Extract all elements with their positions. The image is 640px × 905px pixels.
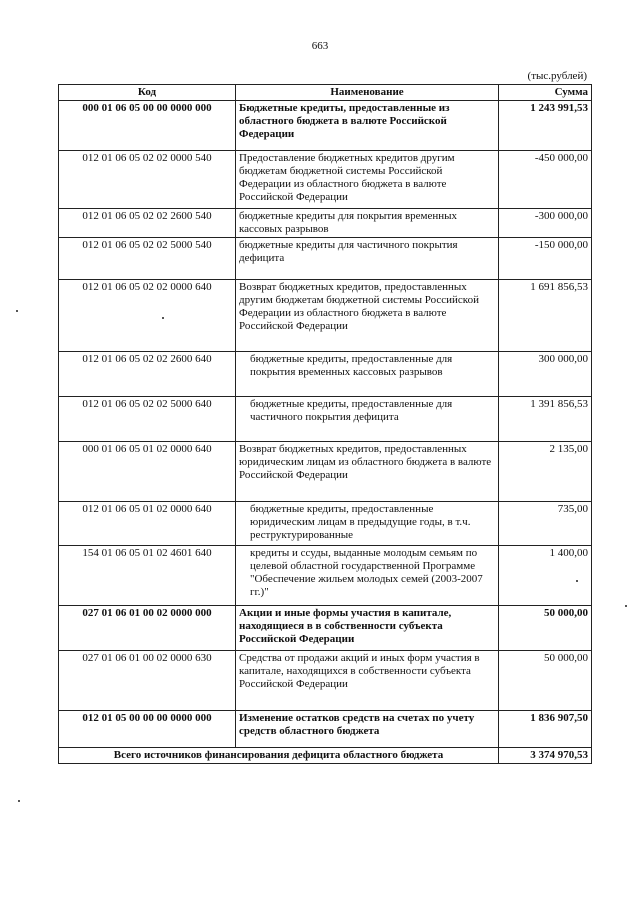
row-name: Возврат бюджетных кредитов, предоставленных юридическим лицам из областного бюджета в валюте Российской Федерации — [236, 442, 499, 502]
budget-table — [58, 84, 592, 764]
table-row — [59, 442, 592, 502]
row-code: 154 01 06 05 01 02 4601 640 — [59, 546, 236, 606]
row-code: 012 01 06 05 02 02 5000 640 — [59, 397, 236, 442]
table-body — [59, 101, 592, 748]
total-row — [59, 748, 592, 764]
row-code: 000 01 06 05 00 00 0000 000 — [59, 101, 236, 151]
table-row — [59, 101, 592, 151]
row-sum: -300 000,00 — [499, 209, 592, 238]
row-sum: 1 243 991,53 — [499, 101, 592, 151]
row-name: кредиты и ссуды, выданные молодым семьям по целевой областной государственной Программе "Обеспечение жильем молодых семей (2003-2007 гг.)" — [236, 546, 499, 606]
table-row — [59, 151, 592, 209]
scan-speck — [16, 310, 18, 312]
scan-speck — [162, 317, 164, 319]
table-row — [59, 397, 592, 442]
row-sum: -150 000,00 — [499, 238, 592, 280]
row-name: Возврат бюджетных кредитов, предоставленных другим бюджетам бюджетной системы Российской Федерации из областного бюджета в валюте Российской Федерации — [236, 280, 499, 352]
row-sum: 1 836 907,50 — [499, 711, 592, 748]
row-name: бюджетные кредиты, предоставленные для частичного покрытия дефицита — [236, 397, 499, 442]
row-name: бюджетные кредиты, предоставленные для покрытия временных кассовых разрывов — [236, 352, 499, 397]
header-code: Код — [59, 85, 236, 101]
row-sum: 1 691 856,53 — [499, 280, 592, 352]
row-code: 012 01 06 05 01 02 0000 640 — [59, 502, 236, 546]
row-name: бюджетные кредиты, предоставленные юридическим лицам в предыдущие годы, в т.ч. реструктурированные — [236, 502, 499, 546]
table-row — [59, 238, 592, 280]
row-code: 012 01 06 05 02 02 0000 640 — [59, 280, 236, 352]
scan-speck — [625, 605, 627, 607]
row-code: 012 01 06 05 02 02 5000 540 — [59, 238, 236, 280]
header-name: Наименование — [236, 85, 499, 101]
row-sum: 300 000,00 — [499, 352, 592, 397]
row-name: бюджетные кредиты для частичного покрытия дефицита — [236, 238, 499, 280]
row-sum: 1 391 856,53 — [499, 397, 592, 442]
total-label: Всего источников финансирования дефицита областного бюджета — [59, 748, 499, 764]
table-row — [59, 711, 592, 748]
table-header-row — [59, 85, 592, 101]
row-name: Акции и иные формы участия в капитале, находящиеся в в собственности субъекта Российской Федерации — [236, 606, 499, 651]
row-code: 000 01 06 05 01 02 0000 640 — [59, 442, 236, 502]
row-sum: 1 400,00 — [499, 546, 592, 606]
units-label: (тыс.рублей) — [527, 70, 587, 82]
table-row — [59, 209, 592, 238]
table-row — [59, 546, 592, 606]
row-code: 012 01 06 05 02 02 2600 640 — [59, 352, 236, 397]
table-row — [59, 606, 592, 651]
total-sum: 3 374 970,53 — [499, 748, 592, 764]
scan-speck — [18, 800, 20, 802]
row-name: Бюджетные кредиты, предоставленные из областного бюджета в валюте Российской Федерации — [236, 101, 499, 151]
row-sum: 2 135,00 — [499, 442, 592, 502]
table-row — [59, 651, 592, 711]
row-sum: -450 000,00 — [499, 151, 592, 209]
scan-speck — [576, 580, 578, 582]
row-sum: 735,00 — [499, 502, 592, 546]
row-code: 012 01 06 05 02 02 0000 540 — [59, 151, 236, 209]
row-name: Предоставление бюджетных кредитов другим бюджетам бюджетной системы Российской Федерации из областного бюджета в валюте Российской Федерации — [236, 151, 499, 209]
budget-table-container — [58, 84, 589, 764]
row-code: 012 01 05 00 00 00 0000 000 — [59, 711, 236, 748]
row-code: 027 01 06 01 00 02 0000 630 — [59, 651, 236, 711]
row-name: Изменение остатков средств на счетах по учету средств областного бюджета — [236, 711, 499, 748]
row-name: бюджетные кредиты для покрытия временных кассовых разрывов — [236, 209, 499, 238]
header-sum: Сумма — [499, 85, 592, 101]
table-row — [59, 502, 592, 546]
table-row — [59, 280, 592, 352]
row-code: 027 01 06 01 00 02 0000 000 — [59, 606, 236, 651]
row-sum: 50 000,00 — [499, 606, 592, 651]
row-sum: 50 000,00 — [499, 651, 592, 711]
page-number: 663 — [311, 40, 329, 52]
table-row — [59, 352, 592, 397]
row-name: Средства от продажи акций и иных форм участия в капитале, находящихся в собственности субъекта Российской Федерации — [236, 651, 499, 711]
row-code: 012 01 06 05 02 02 2600 540 — [59, 209, 236, 238]
